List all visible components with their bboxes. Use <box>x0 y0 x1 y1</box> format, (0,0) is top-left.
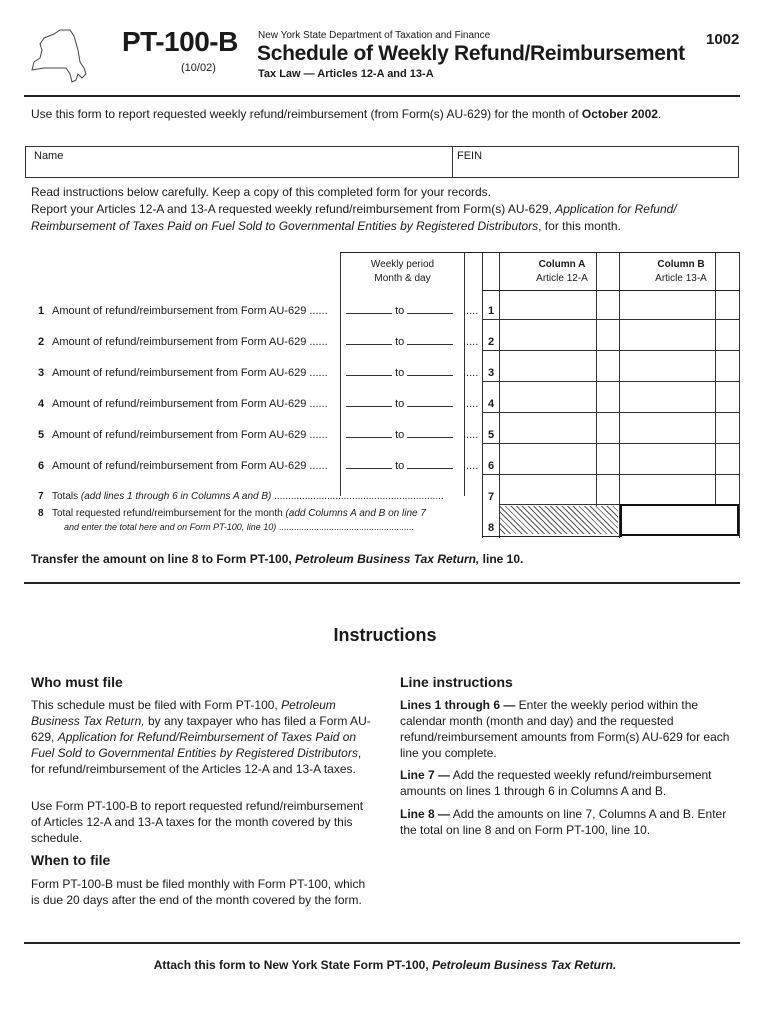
line-number-8: 8 <box>487 522 495 534</box>
weekly-period-input[interactable]: to <box>346 305 453 317</box>
line-8-continued: and enter the total here and on Form PT-100, line 10) ...................................................... <box>64 522 414 532</box>
form-subtitle: Tax Law — Articles 12-A and 13-A <box>258 68 434 80</box>
leader-dots: ..... <box>463 336 479 348</box>
form-code: 1002 <box>706 31 740 48</box>
when-to-file-text: Form PT-100-B must be filed monthly with Form PT-100, which is due 20 days after the end of the month covered by the form. <box>31 877 366 907</box>
row-underline <box>482 381 740 382</box>
line-5-column-a-input[interactable] <box>500 415 595 442</box>
line-3: 3 Amount of refund/reimbursement from Form AU-629 ...... <box>38 367 328 379</box>
line-7: 7 Totals (add lines 1 through 6 in Columns A and B) ............................................................. <box>38 491 444 502</box>
line-7-column-a-input[interactable] <box>500 474 595 503</box>
who-must-file-heading: Who must file <box>31 674 123 690</box>
new-york-state-map-icon <box>30 28 90 84</box>
report-text: Report your Articles 12-A and 13-A requested weekly refund/reimbursement from Form(s) AU-629, Application for Refund/ Reimbursement of Taxes Paid on Fuel Sold to Governmental Entities by Registered Distributors, for this month. <box>31 202 677 233</box>
leader-dots: ..... <box>463 305 479 317</box>
line-7-instruction: Line 7 — Add the requested weekly refund/reimbursement amounts on lines 1 through 6 in Columns A and B. <box>400 768 712 798</box>
section-rule <box>24 582 740 584</box>
line-4-column-b-input[interactable] <box>620 384 715 411</box>
leader-dots: ..... <box>463 398 479 410</box>
who-must-file-text: This schedule must be filed with Form PT-100, Petroleum Business Tax Return, by any taxpayer who has filed a Form AU-629, Application for Refund/Reimbursement of Taxes Paid on Fuel Sold to Governmental Entities by Registered Distributors, for refund/reimbursement of the Articles 12-A and 13-A taxes. <box>31 698 371 776</box>
column-a-header: Column A Article 12-A <box>536 259 588 284</box>
instructions-title: Instructions <box>333 625 437 645</box>
line-8: 8 Total requested refund/reimbursement for the month (add Columns A and B on line 7 <box>38 508 426 519</box>
line-1-column-b-input[interactable] <box>620 291 715 318</box>
line-number-7: 7 <box>487 491 495 503</box>
line-6-column-a-input[interactable] <box>500 446 595 473</box>
line-number-6: 6 <box>487 460 495 472</box>
column-b-header: Column B Article 13-A <box>655 259 707 284</box>
line-7-column-b-input[interactable] <box>620 474 714 503</box>
row-underline <box>482 412 740 413</box>
row-underline <box>482 319 740 320</box>
table-right-rule <box>739 252 740 538</box>
leader-dots: ..... <box>463 367 479 379</box>
name-field-label: Name <box>34 150 64 162</box>
when-to-file-heading: When to file <box>31 852 111 868</box>
header-rule <box>24 95 740 97</box>
attach-instruction: Attach this form to New York State Form PT-100, Petroleum Business Tax Return. <box>153 958 617 972</box>
line-6: 6 Amount of refund/reimbursement from Form AU-629 ...... <box>38 460 328 472</box>
line-number-5: 5 <box>487 429 495 441</box>
fein-divider <box>452 146 453 178</box>
row-underline <box>482 350 740 351</box>
line-2-column-b-input[interactable] <box>620 322 715 349</box>
leader-dots: ..... <box>463 429 479 441</box>
line-4-column-a-input[interactable] <box>500 384 595 411</box>
department-name: New York State Department of Taxation and Finance <box>258 30 491 41</box>
line-number-1: 1 <box>487 305 495 317</box>
line-3-column-b-input[interactable] <box>620 353 715 380</box>
fein-input[interactable] <box>454 162 738 177</box>
read-instructions-text: Read instructions below carefully. Keep a copy of this completed form for your records. <box>31 185 491 199</box>
line-number-4: 4 <box>487 398 495 410</box>
line-3-column-a-input[interactable] <box>500 353 595 380</box>
leader-dots: ..... <box>463 460 479 472</box>
line-8-total-input[interactable] <box>620 504 739 536</box>
line-6-column-b-input[interactable] <box>620 446 715 473</box>
weekly-left-rule <box>340 252 341 496</box>
name-input[interactable] <box>26 162 451 177</box>
line-8-instruction: Line 8 — Add the amounts on line 7, Columns A and B. Enter the total on line 8 and on Form PT-100, line 10. <box>400 807 727 837</box>
form-title: Schedule of Weekly Refund/Reimbursement <box>257 42 685 65</box>
line-instructions-heading: Line instructions <box>400 674 513 690</box>
transfer-instruction: Transfer the amount on line 8 to Form PT-100, Petroleum Business Tax Return, line 10. <box>31 552 524 566</box>
line-2: 2 Amount of refund/reimbursement from Form AU-629 ...... <box>38 336 328 348</box>
fein-field-label: FEIN <box>457 150 483 162</box>
weekly-period-input[interactable]: to <box>346 367 453 379</box>
form-number: PT-100-B <box>122 26 238 57</box>
lines-1-6-instruction: Lines 1 through 6 — Enter the weekly period within the calendar month (month and day) and the requested refund/reimbursement amounts from Form(s) AU-629 for each line you complete. <box>400 698 730 760</box>
who-must-file-text-2: Use Form PT-100-B to report requested refund/reimbursement of Articles 12-A and 13-A taxes for the month covered by this schedule. <box>31 799 364 845</box>
lnum-left-rule <box>482 252 483 538</box>
weekly-period-input[interactable]: to <box>346 429 453 441</box>
line-number-3: 3 <box>487 367 495 379</box>
line-number-2: 2 <box>487 336 495 348</box>
weekly-period-input[interactable]: to <box>346 398 453 410</box>
shaded-cell <box>500 506 618 534</box>
footer-rule <box>24 942 740 944</box>
weekly-period-header: Weekly period Month & day <box>370 259 435 284</box>
line-4: 4 Amount of refund/reimbursement from Form AU-629 ...... <box>38 398 328 410</box>
weekly-period-input[interactable]: to <box>346 336 453 348</box>
line-1: 1 Amount of refund/reimbursement from Form AU-629 ...... <box>38 305 328 317</box>
intro-text: Use this form to report requested weekly refund/reimbursement (from Form(s) AU-629) for the month of October 2002. <box>31 107 662 121</box>
weekly-period-input[interactable]: to <box>346 460 453 472</box>
line-5: 5 Amount of refund/reimbursement from Form AU-629 ...... <box>38 429 328 441</box>
row-underline <box>482 443 740 444</box>
table-top-rule <box>340 252 740 253</box>
line-2-column-a-input[interactable] <box>500 322 595 349</box>
table-bottom-rule <box>482 536 622 537</box>
line-1-column-a-input[interactable] <box>500 291 595 318</box>
line-5-column-b-input[interactable] <box>620 415 715 442</box>
form-revision: (10/02) <box>181 62 216 74</box>
